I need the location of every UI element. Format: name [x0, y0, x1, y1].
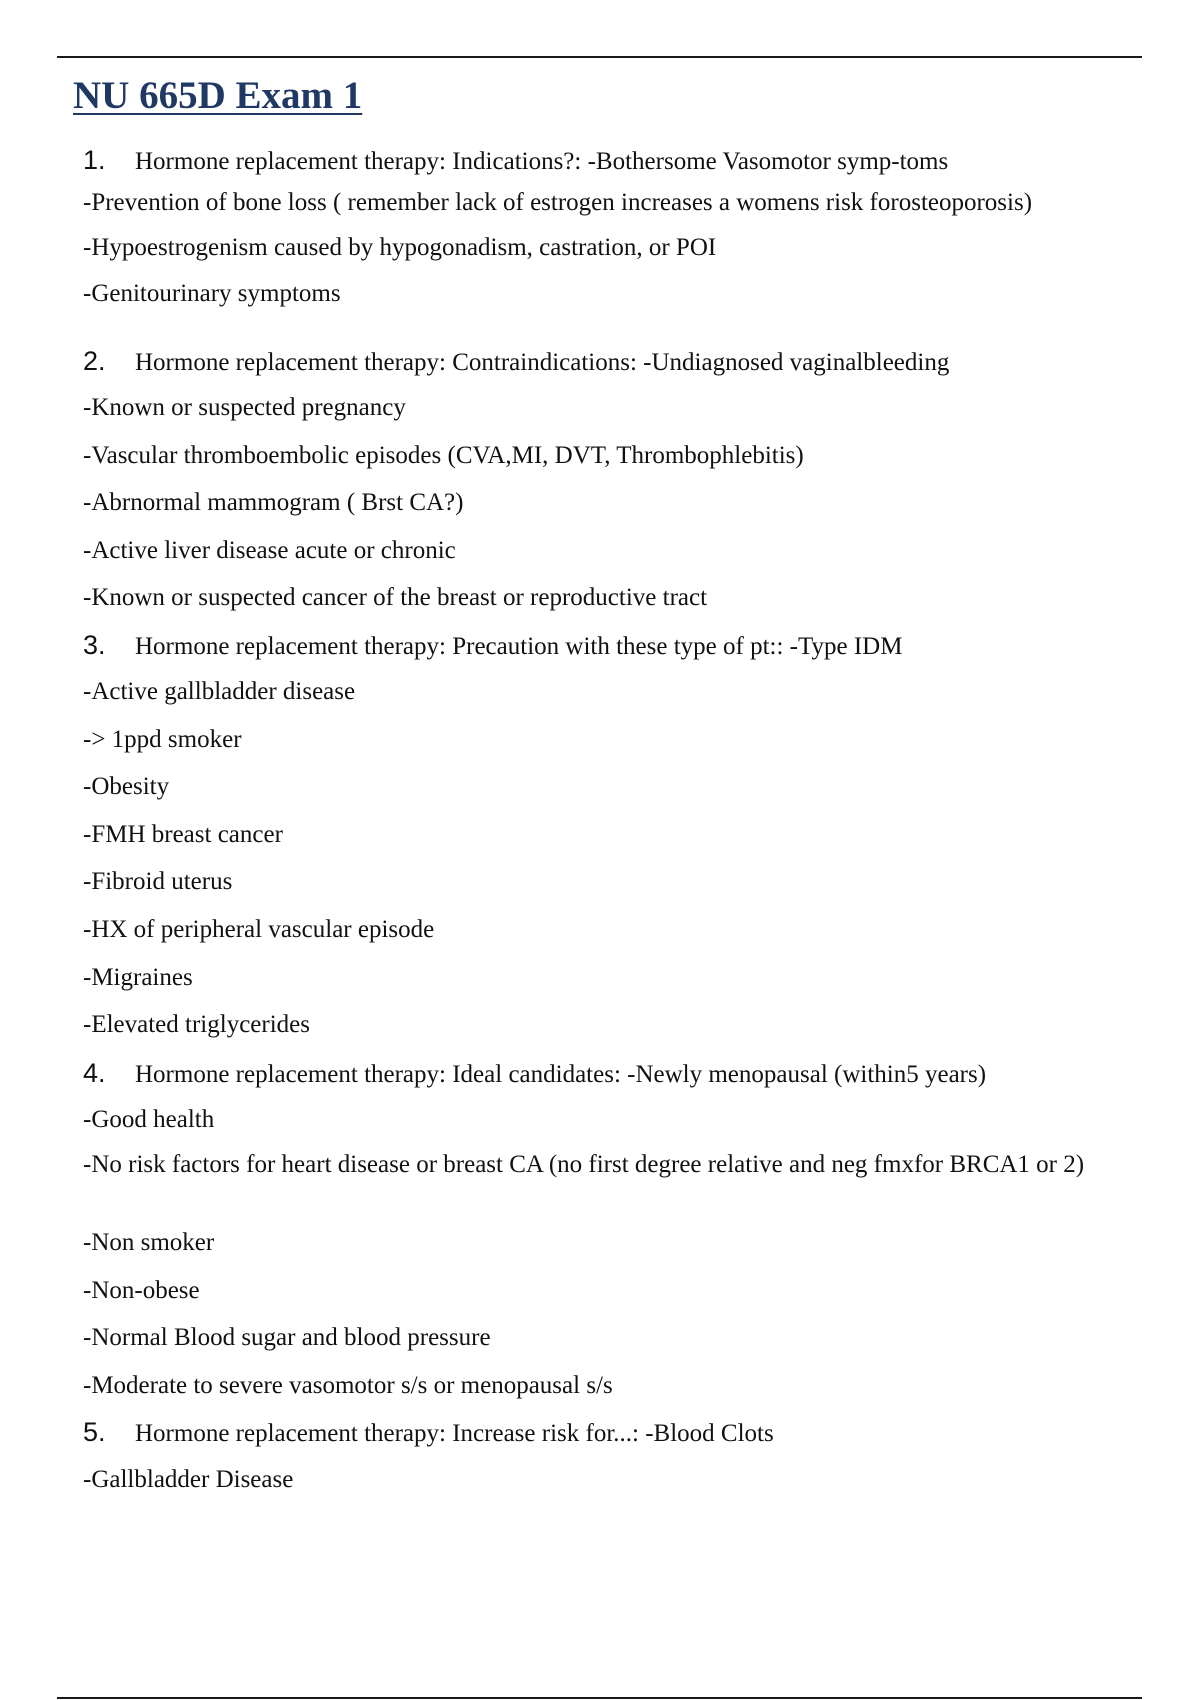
bottom-rule	[57, 1697, 1142, 1699]
question-lead: Hormone replacement therapy: Precaution with these type of pt:: -Type IDM	[135, 633, 903, 660]
question-lead: Hormone replacement therapy: Indications?: -Bothersome Vasomotor symp-toms	[135, 148, 949, 175]
list-item: -No risk factors for heart disease or breast CA (no first degree relative and neg fmxfor BRCA1 or 2)	[83, 1151, 1085, 1178]
question-lead: Hormone replacement therapy: Increase risk for...: -Blood Clots	[135, 1420, 774, 1447]
list-item: -Fibroid uterus	[83, 868, 233, 895]
list-item: -Non-obese	[83, 1277, 200, 1304]
question-2	[83, 346, 949, 378]
question-5	[83, 1417, 774, 1449]
question-lead: Hormone replacement therapy: Contraindications: -Undiagnosed vaginalbleeding	[135, 349, 950, 376]
list-item: -Good health	[83, 1106, 215, 1133]
question-4	[83, 1058, 986, 1090]
list-item: -> 1ppd smoker	[83, 726, 242, 753]
list-item: -Active liver disease acute or chronic	[83, 537, 456, 564]
top-rule	[57, 56, 1142, 58]
question-number: 1.	[83, 145, 106, 175]
list-item: -Moderate to severe vasomotor s/s or menopausal s/s	[83, 1372, 613, 1399]
question-3	[83, 630, 902, 662]
list-item: -Elevated triglycerides	[83, 1011, 310, 1038]
question-number: 5.	[83, 1417, 106, 1447]
list-item: -Vascular thromboembolic episodes (CVA,MI, DVT, Thrombophlebitis)	[83, 442, 804, 469]
list-item: -Obesity	[83, 773, 170, 800]
list-item: -Known or suspected pregnancy	[83, 394, 406, 421]
list-item: -Abrnormal mammogram ( Brst CA?)	[83, 489, 464, 516]
question-1	[83, 145, 948, 177]
list-item: -Normal Blood sugar and blood pressure	[83, 1324, 491, 1351]
list-item: -Active gallbladder disease	[83, 678, 356, 705]
question-number: 3.	[83, 630, 106, 660]
list-item: -FMH breast cancer	[83, 821, 283, 848]
list-item: -Migraines	[83, 964, 193, 991]
list-item: -Hypoestrogenism caused by hypogonadism, castration, or POI	[83, 234, 717, 261]
list-item: -HX of peripheral vascular episode	[83, 916, 435, 943]
question-number: 4.	[83, 1058, 106, 1088]
list-item: -Gallbladder Disease	[83, 1466, 294, 1493]
list-item: -Prevention of bone loss ( remember lack of estrogen increases a womens risk forosteoporosis)	[83, 189, 1033, 216]
list-item: -Genitourinary symptoms	[83, 280, 341, 307]
question-number: 2.	[83, 346, 106, 376]
list-item: -Known or suspected cancer of the breast or reproductive tract	[83, 584, 708, 611]
page-title: NU 665D Exam 1	[73, 74, 363, 117]
list-item: -Non smoker	[83, 1229, 215, 1256]
question-lead: Hormone replacement therapy: Ideal candidates: -Newly menopausal (within5 years)	[135, 1061, 987, 1088]
